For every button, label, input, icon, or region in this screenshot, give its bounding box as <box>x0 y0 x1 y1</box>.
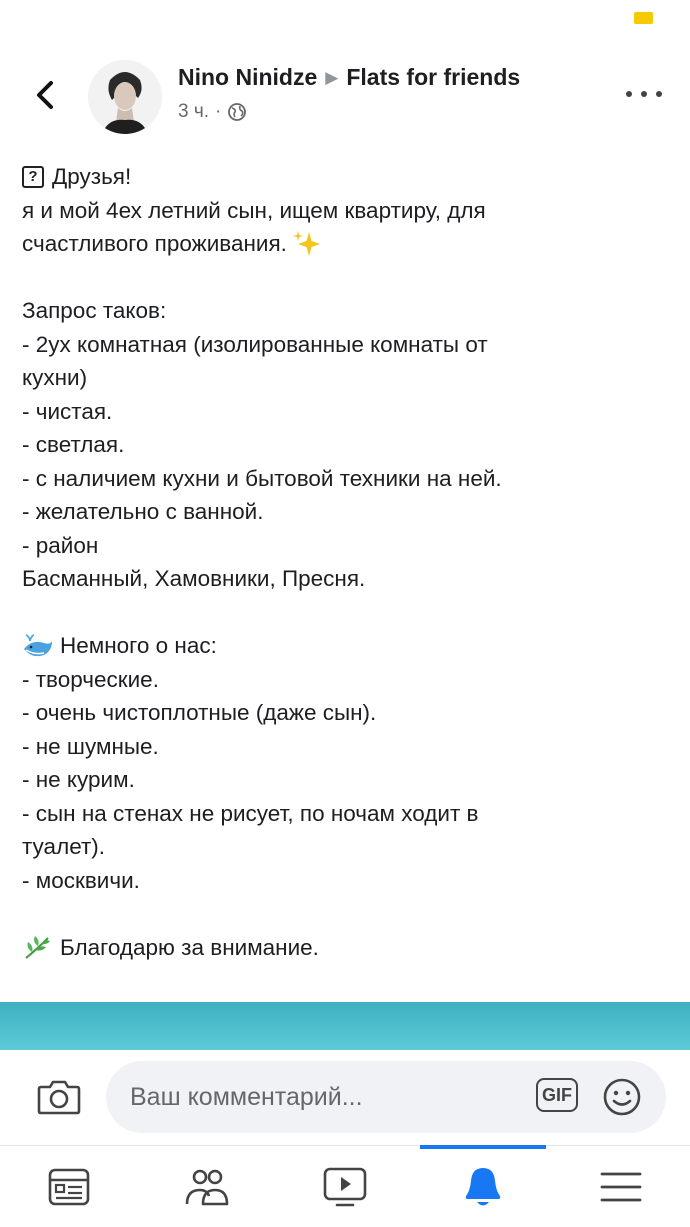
post-line: - чистая. <box>22 398 113 424</box>
post-meta <box>178 101 247 123</box>
globe-icon <box>227 102 247 122</box>
post-text: счастливого проживания. <box>22 231 287 256</box>
post-line <box>22 629 672 663</box>
gif-button[interactable]: GIF <box>536 1078 578 1112</box>
camera-icon <box>36 1077 82 1117</box>
chevron-left-icon <box>34 80 56 110</box>
question-mark-icon: ? <box>22 166 44 188</box>
bottom-tab-bar <box>0 1145 690 1227</box>
back-button[interactable] <box>30 80 60 110</box>
notifications-bell-icon <box>462 1165 504 1209</box>
post-line: кухни) <box>22 365 88 390</box>
blank-line <box>22 897 672 931</box>
post-line: - желательно с ванной. <box>22 499 264 524</box>
post-line <box>22 227 672 261</box>
comment-placeholder: Ваш комментарий... <box>130 1082 363 1111</box>
post-text: Друзья! <box>52 164 132 189</box>
sparkles-icon <box>291 229 323 259</box>
post-line: - район <box>22 532 99 558</box>
post-text: Благодарю за внимание. <box>60 934 319 960</box>
post-line: - москвичи. <box>22 867 140 893</box>
post-line <box>22 160 672 194</box>
post-line: - светлая. <box>22 432 125 457</box>
post-title <box>178 64 520 91</box>
post-body <box>22 160 672 964</box>
emoji-smile-icon[interactable] <box>602 1077 642 1117</box>
post-line <box>22 931 672 965</box>
post-time[interactable]: 3 ч. <box>178 101 210 122</box>
blank-line <box>22 261 672 295</box>
post-line: - не курим. <box>22 767 135 792</box>
arrow-right-icon: ▶ <box>325 67 339 87</box>
more-dot <box>656 91 662 97</box>
comment-input[interactable] <box>106 1061 666 1133</box>
tab-watch[interactable] <box>299 1146 391 1227</box>
meta-separator: · <box>215 101 222 122</box>
tab-friends[interactable] <box>161 1146 253 1227</box>
post-header <box>0 50 690 140</box>
watch-icon <box>322 1166 368 1208</box>
post-line: - 2ух комнатная (изолированные комнаты от <box>22 331 488 357</box>
tab-notifications[interactable] <box>437 1146 529 1227</box>
more-options-button[interactable] <box>626 84 662 104</box>
post-line: я и мой 4ех летний сын, ищем квартиру, для <box>22 197 486 223</box>
more-dot <box>641 91 647 97</box>
post-line: - не шумные. <box>22 733 159 759</box>
battery-indicator <box>634 12 653 24</box>
news-feed-icon <box>47 1167 91 1207</box>
post-line: - сын на стенах не рисует, по ночам ходит в <box>22 800 479 826</box>
post-line: Запрос таков: <box>22 298 167 323</box>
more-dot <box>626 91 632 97</box>
attached-image-preview[interactable] <box>0 1002 690 1050</box>
whale-icon <box>22 633 52 659</box>
menu-icon <box>599 1168 643 1206</box>
post-text: Немного о нас: <box>60 633 217 658</box>
group-name[interactable]: Flats for friends <box>346 64 521 90</box>
tab-menu[interactable] <box>575 1146 667 1227</box>
comment-bar <box>0 1050 690 1145</box>
post-line: - очень чистоплотные (даже сын). <box>22 700 377 725</box>
post-line: - с наличием кухни и бытовой техники на ней. <box>22 465 502 491</box>
post-line: туалет). <box>22 834 106 859</box>
author-name[interactable]: Nino Ninidze <box>178 64 318 90</box>
post-line: Басманный, Хамовники, Пресня. <box>22 566 366 591</box>
blank-line <box>22 596 672 630</box>
friends-icon <box>183 1166 231 1208</box>
avatar[interactable] <box>88 60 162 134</box>
camera-button[interactable] <box>34 1072 84 1122</box>
post-line: - творческие. <box>22 666 159 692</box>
tab-news-feed[interactable] <box>23 1146 115 1227</box>
herb-icon <box>22 934 52 960</box>
